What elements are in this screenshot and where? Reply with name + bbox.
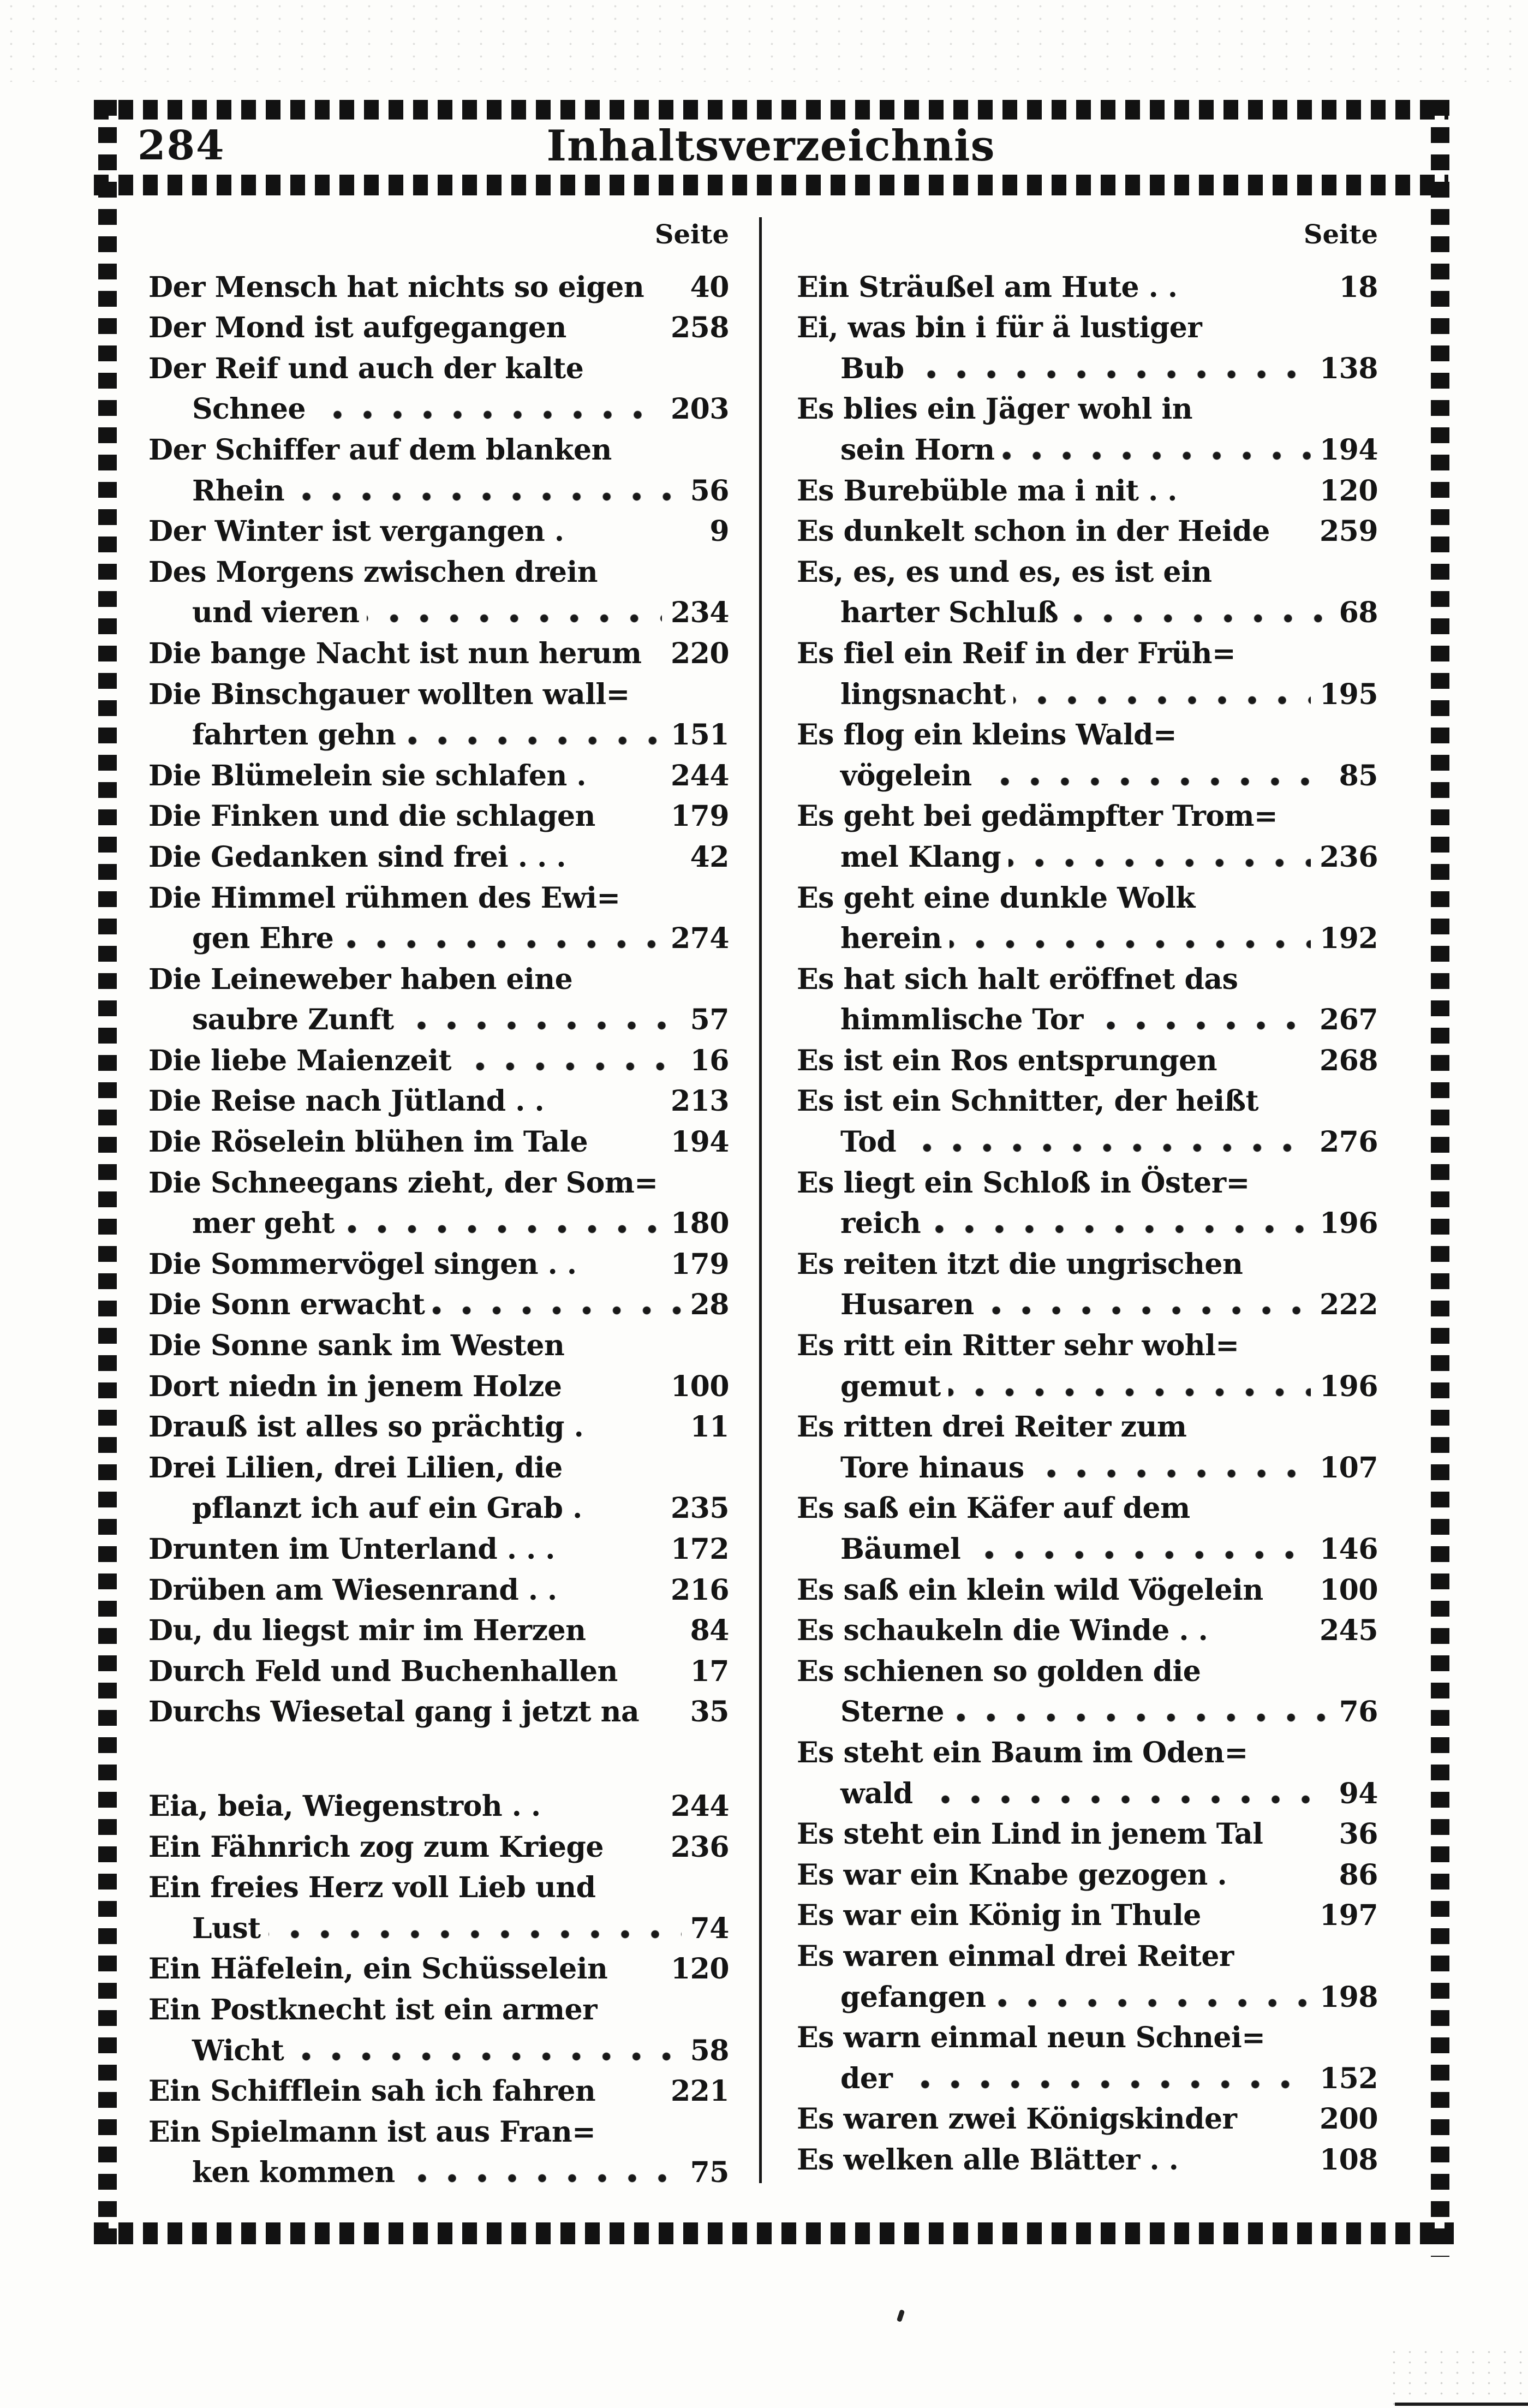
toc-entry-title: Du, du liegst mir im Herzen: [148, 1614, 586, 1648]
toc-entry-title: Drei Lilien, drei Lilien, die: [148, 1451, 563, 1485]
toc-entry-page: 120: [1319, 474, 1378, 508]
toc-row: [797, 874, 1378, 915]
dot-leader: [342, 1223, 662, 1236]
toc-row: [797, 1403, 1378, 1444]
toc-entry-title: Es warn einmal neun Schnei=: [797, 2021, 1266, 2055]
toc-row: [148, 1525, 729, 1566]
toc-row: [797, 548, 1378, 589]
toc-entry-title: Es reiten itzt die ungrischen: [797, 1247, 1243, 1281]
scan-noise-top: [0, 0, 1528, 82]
dot-leader: [402, 1019, 682, 1032]
toc-row: [148, 1036, 729, 1077]
toc-entry-page: 236: [670, 1830, 729, 1864]
toc-row: [797, 1200, 1378, 1241]
toc-entry-page: 100: [1319, 1573, 1378, 1607]
toc-row: [797, 711, 1378, 752]
toc-entry-title: Schnee: [192, 392, 306, 426]
toc-row: [148, 833, 729, 874]
toc-entry-title: Der Reif und auch der kalte: [148, 351, 584, 385]
toc-row: [797, 426, 1378, 467]
toc-row: [797, 629, 1378, 670]
dot-leader: [313, 408, 662, 421]
toc-entry-page: 138: [1319, 351, 1378, 385]
toc-row: [148, 426, 729, 467]
toc-entry-page: 234: [670, 596, 729, 630]
dot-leader: [950, 938, 1311, 951]
toc-entry-title: Es saß ein klein wild Vögelein: [797, 1573, 1263, 1607]
dot-leader: [952, 1711, 1330, 1724]
toc-entry-page: 17: [690, 1654, 729, 1688]
toc-entry-page: 152: [1319, 2061, 1378, 2095]
toc-entry-page: 151: [670, 718, 729, 752]
border-right-dashed: [1431, 100, 1449, 2257]
toc-entry-title: Es steht ein Lind in jenem Tal: [797, 1817, 1263, 1851]
toc-row: [797, 1321, 1378, 1362]
toc-row: [148, 996, 729, 1037]
toc-entry-page: 216: [670, 1573, 729, 1607]
toc-row: [797, 1485, 1378, 1525]
column-header-seite-right: Seite: [1303, 219, 1378, 250]
toc-row: [148, 1281, 729, 1322]
toc-entry-title: Es ist ein Ros entsprungen: [797, 1044, 1217, 1077]
toc-row: [797, 1647, 1378, 1688]
dot-leader: [968, 1548, 1311, 1561]
toc-row: [797, 263, 1378, 304]
toc-entry-title: lingsnacht: [840, 677, 1006, 711]
toc-row: [797, 1728, 1378, 1769]
toc-entry-title: Ein freies Herz voll Lieb und: [148, 1871, 596, 1905]
toc-entry-page: 146: [1319, 1533, 1378, 1566]
dot-leader: [291, 2050, 681, 2063]
toc-entry-title: saubre Zunft: [192, 1003, 394, 1037]
toc-row: [148, 874, 729, 915]
border-under-header-dashed: [94, 175, 1448, 195]
toc-entry-title: Der Schiffer auf dem blanken: [148, 433, 612, 467]
toc-entry-page: 18: [1339, 270, 1378, 304]
toc-entry-page: 244: [670, 1789, 729, 1823]
toc-entry-title: und vieren: [192, 596, 360, 630]
scan-noise-bottom-right: [1386, 2347, 1528, 2408]
toc-row: [797, 955, 1378, 996]
toc-entry-title: Es ritt ein Ritter sehr wohl=: [797, 1329, 1239, 1363]
toc-entry-title: Es steht ein Baum im Oden=: [797, 1736, 1248, 1769]
toc-entry-title: Es schienen so golden die: [797, 1654, 1201, 1688]
toc-entry-title: gefangen: [840, 1980, 986, 2014]
toc-row: [797, 1240, 1378, 1281]
toc-row: [797, 508, 1378, 549]
toc-entry-title: Die Leineweber haben eine: [148, 962, 573, 996]
toc-row: [797, 2095, 1378, 2136]
toc-entry-page: 58: [690, 2034, 729, 2067]
toc-entry-page: 194: [670, 1125, 729, 1159]
toc-entry-title: Lust: [192, 1911, 261, 1945]
toc-row: [148, 263, 729, 304]
toc-entry-page: 236: [1319, 840, 1378, 874]
toc-row: [148, 344, 729, 385]
toc-entry-title: Es waren zwei Königskinder: [797, 2102, 1237, 2136]
dot-leader: [403, 2172, 682, 2185]
toc-entry-page: 200: [1319, 2102, 1378, 2136]
toc-entry-title: Wicht: [192, 2034, 284, 2067]
toc-entry-title: Es war ein Knabe gezogen .: [797, 1858, 1227, 1892]
toc-entry-title: Es saß ein Käfer auf dem: [797, 1492, 1190, 1525]
toc-entry-page: 259: [1319, 515, 1378, 549]
toc-entry-page: 213: [670, 1084, 729, 1118]
toc-entry-page: 179: [670, 800, 729, 833]
toc-row: [148, 467, 729, 508]
toc-row: [148, 508, 729, 549]
toc-row: [797, 2014, 1378, 2055]
toc-row: [148, 385, 729, 426]
toc-row: [797, 1118, 1378, 1159]
toc-entry-title: Tore hinaus: [840, 1451, 1024, 1485]
toc-entry-page: 258: [670, 311, 729, 345]
toc-row: [148, 629, 729, 670]
border-left-dashed: [98, 100, 117, 2246]
toc-entry-page: 107: [1319, 1451, 1378, 1485]
toc-row: [148, 1647, 729, 1688]
dot-leader: [367, 612, 662, 625]
toc-entry-page: 192: [1319, 922, 1378, 956]
dot-leader: [1013, 694, 1311, 707]
toc-row: [148, 589, 729, 630]
toc-row: [797, 1688, 1378, 1729]
toc-entry-page: 100: [670, 1369, 729, 1403]
toc-entry-title: Ein Spielmann ist aus Fran=: [148, 2115, 596, 2149]
dot-leader: [268, 1928, 682, 1941]
toc-entry-title: Des Morgens zwischen drein: [148, 555, 598, 589]
toc-entry-title: Ein Schifflein sah ich fahren: [148, 2075, 596, 2108]
toc-entry-page: 86: [1339, 1858, 1378, 1892]
scan-artifact-line: [1395, 2403, 1528, 2406]
toc-row: [148, 548, 729, 589]
toc-row: [148, 1864, 729, 1905]
toc-entry-title: Es geht bei gedämpfter Trom=: [797, 800, 1278, 833]
toc-row: [148, 1904, 729, 1945]
toc-row: [148, 1403, 729, 1444]
toc-row: [797, 996, 1378, 1037]
toc-row: [148, 1607, 729, 1648]
toc-entry-page: 9: [709, 515, 729, 549]
toc-entry-page: 120: [670, 1952, 729, 1986]
dot-leader: [921, 1793, 1330, 1806]
toc-row: [148, 304, 729, 345]
toc-entry-title: Tod: [840, 1125, 897, 1159]
dot-leader: [459, 1060, 682, 1073]
toc-row: [797, 792, 1378, 833]
toc-entry-title: Es blies ein Jäger wohl in: [797, 392, 1193, 426]
toc-entry-title: sein Horn: [840, 433, 995, 467]
toc-entry-page: 197: [1319, 1899, 1378, 1933]
toc-entry-title: Es fiel ein Reif in der Früh=: [797, 636, 1236, 670]
toc-entry-title: Drüben am Wiesenrand . .: [148, 1573, 557, 1607]
toc-entry-title: Die Gedanken sind frei . . .: [148, 840, 566, 874]
toc-row: [797, 1525, 1378, 1566]
toc-entry-page: 57: [690, 1003, 729, 1037]
dot-leader: [948, 1386, 1311, 1399]
toc-row: [148, 1362, 729, 1403]
toc-row: [148, 915, 729, 956]
toc-row: [148, 711, 729, 752]
toc-entry-title: Die Reise nach Jütland . .: [148, 1084, 545, 1118]
toc-entry-page: 179: [670, 1247, 729, 1281]
toc-row: [797, 1281, 1378, 1322]
toc-row: [797, 467, 1378, 508]
toc-entry-page: 28: [690, 1288, 729, 1322]
toc-entry-title: Es, es, es und es, es ist ein: [797, 555, 1212, 589]
toc-row: [148, 1566, 729, 1607]
toc-row: [797, 1159, 1378, 1200]
toc-row: [797, 589, 1378, 630]
toc-entry-title: Die liebe Maienzeit: [148, 1044, 451, 1077]
toc-entry-title: Der Winter ist vergangen .: [148, 515, 564, 549]
toc-entry-title: Die Sonn erwacht: [148, 1288, 425, 1322]
toc-entry-page: 84: [690, 1614, 729, 1648]
toc-entry-page: 196: [1319, 1369, 1378, 1403]
page-title: Inhaltsverzeichnis: [546, 121, 995, 171]
toc-row: [797, 1769, 1378, 1810]
toc-row: [797, 1036, 1378, 1077]
toc-entry-title: Husaren: [840, 1288, 974, 1322]
toc-entry-title: Die Schneegans zieht, der Som=: [148, 1166, 658, 1200]
toc-entry-title: Es hat sich halt eröffnet das: [797, 962, 1238, 996]
toc-entry-title: Die Sommervögel singen . .: [148, 1247, 577, 1281]
toc-entry-title: Eia, beia, Wiegenstroh . .: [148, 1789, 541, 1823]
border-top-dashed: [94, 100, 1448, 120]
toc-entry-page: 268: [1319, 1044, 1378, 1077]
toc-row: [148, 1159, 729, 1200]
toc-row: [148, 1782, 729, 1823]
toc-entry-page: 196: [1319, 1207, 1378, 1241]
toc-entry-title: Sterne: [840, 1695, 944, 1729]
toc-row: [797, 1973, 1378, 2014]
toc-row: [797, 1444, 1378, 1485]
toc-row: [148, 955, 729, 996]
toc-entry-title: Die Röselein blühen im Tale: [148, 1125, 588, 1159]
dot-leader: [912, 368, 1311, 381]
toc-row: [148, 2026, 729, 2067]
toc-entry-title: fahrten gehn: [192, 718, 396, 752]
dot-leader: [341, 938, 662, 951]
toc-row: [148, 752, 729, 792]
toc-entry-page: 267: [1319, 1003, 1378, 1037]
border-bottom-dashed: [94, 2222, 1454, 2244]
toc-row: [148, 1321, 729, 1362]
toc-row: [797, 915, 1378, 956]
dot-leader: [904, 1141, 1311, 1154]
toc-entry-title: Es flog ein kleins Wald=: [797, 718, 1177, 752]
toc-entry-title: Die Sonne sank im Westen: [148, 1329, 565, 1363]
toc-entry-page: 276: [1319, 1125, 1378, 1159]
toc-entry-title: Bäumel: [840, 1533, 961, 1566]
toc-row: [797, 1810, 1378, 1851]
toc-entry-page: 94: [1339, 1777, 1378, 1810]
toc-entry-title: Rhein: [192, 474, 285, 508]
toc-entry-title: Die Binschgauer wollten wall=: [148, 677, 630, 711]
toc-entry-page: 203: [670, 392, 729, 426]
toc-entry-page: 180: [670, 1207, 729, 1241]
toc-entry-title: Es waren einmal drei Reiter: [797, 1939, 1234, 1973]
toc-entry-page: 195: [1319, 677, 1378, 711]
toc-row: [148, 1200, 729, 1241]
toc-row: [797, 385, 1378, 426]
toc-row: [797, 1077, 1378, 1118]
toc-entry-title: Es war ein König in Thule: [797, 1899, 1201, 1933]
toc-entry-page: 68: [1339, 596, 1378, 630]
dot-leader: [292, 490, 681, 503]
toc-entry-page: 244: [670, 759, 729, 792]
toc-row: [797, 1362, 1378, 1403]
toc-entry-title: harter Schluß: [840, 596, 1059, 630]
toc-entry-page: 85: [1339, 759, 1378, 792]
toc-row: [797, 304, 1378, 345]
toc-entry-title: pflanzt ich auf ein Grab .: [192, 1492, 582, 1525]
toc-entry-page: 235: [670, 1492, 729, 1525]
dot-leader: [1066, 612, 1330, 625]
toc-entry-page: 40: [690, 270, 729, 304]
toc-entry-title: Es schaukeln die Winde . .: [797, 1614, 1208, 1648]
toc-row: [148, 1945, 729, 1986]
dot-leader: [432, 1304, 681, 1317]
toc-row: [148, 1688, 729, 1729]
toc-row: [148, 1986, 729, 2026]
toc-column-left: [148, 263, 729, 2189]
toc-entry-title: der: [840, 2061, 893, 2095]
toc-entry-title: Der Mensch hat nichts so eigen: [148, 270, 644, 304]
toc-row: [148, 1485, 729, 1525]
toc-row: [148, 1077, 729, 1118]
toc-row: [797, 1851, 1378, 1892]
toc-entry-page: 35: [690, 1695, 729, 1729]
dot-leader: [1002, 449, 1311, 462]
toc-entry-title: Dort niedn in jenem Holze: [148, 1369, 562, 1403]
dot-leader: [928, 1223, 1311, 1236]
toc-entry-title: vögelein: [840, 759, 972, 792]
toc-row: [148, 1444, 729, 1485]
toc-entry-title: ken kommen: [192, 2156, 395, 2190]
dot-leader: [1091, 1019, 1311, 1032]
toc-entry-title: Drauß ist alles so prächtig .: [148, 1410, 584, 1444]
page-number: 284: [138, 122, 225, 169]
toc-entry-title: Ein Häfelein, ein Schüsselein: [148, 1952, 608, 1986]
toc-entry-page: 42: [690, 840, 729, 874]
toc-row: [148, 670, 729, 711]
toc-entry-title: Ei, was bin i für ä lustiger: [797, 311, 1202, 345]
toc-entry-title: himmlische Tor: [840, 1003, 1083, 1037]
dot-leader: [1008, 856, 1311, 869]
toc-entry-title: Durchs Wiesetal gang i jetzt na: [148, 1695, 640, 1729]
dot-leader: [980, 775, 1330, 788]
toc-entry-page: 194: [1319, 433, 1378, 467]
dot-leader: [403, 734, 662, 747]
dot-leader: [1032, 1467, 1311, 1480]
toc-entry-title: Ein Sträußel am Hute . .: [797, 270, 1178, 304]
toc-entry-page: 36: [1339, 1817, 1378, 1851]
section-gap: [148, 1728, 729, 1782]
dot-leader: [900, 2078, 1311, 2091]
toc-row: [148, 2108, 729, 2149]
toc-entry-page: 74: [690, 1911, 729, 1945]
toc-row: [148, 2149, 729, 2190]
toc-entry-page: 245: [1319, 1614, 1378, 1648]
toc-column-right: [797, 263, 1378, 2177]
toc-entry-title: wald: [840, 1777, 913, 1810]
toc-entry-title: Die bange Nacht ist nun herum: [148, 636, 642, 670]
toc-entry-title: Bub: [840, 351, 904, 385]
toc-entry-page: 11: [690, 1410, 729, 1444]
toc-entry-page: 172: [670, 1533, 729, 1566]
toc-entry-title: Ein Fähnrich zog zum Kriege: [148, 1830, 604, 1864]
toc-entry-title: Der Mond ist aufgegangen: [148, 311, 566, 345]
toc-entry-title: Es Burebüble ma i nit . .: [797, 474, 1177, 508]
toc-row: [148, 1823, 729, 1864]
toc-row: [797, 1607, 1378, 1648]
toc-row: [797, 670, 1378, 711]
toc-entry-page: 75: [690, 2156, 729, 2190]
toc-row: [148, 1240, 729, 1281]
toc-entry-page: 198: [1319, 1980, 1378, 2014]
scan-artifact-mark: [897, 2309, 905, 2322]
toc-entry-title: Die Blümelein sie schlafen .: [148, 759, 587, 792]
toc-row: [797, 833, 1378, 874]
toc-entry-title: mel Klang: [840, 840, 1001, 874]
toc-row: [148, 2067, 729, 2108]
toc-entry-page: 274: [670, 922, 729, 956]
toc-row: [797, 752, 1378, 792]
toc-entry-title: herein: [840, 922, 942, 956]
dot-leader: [994, 1996, 1311, 2010]
column-divider-rule: [759, 217, 762, 2183]
toc-entry-page: 220: [670, 636, 729, 670]
toc-row: [148, 792, 729, 833]
toc-row: [797, 1892, 1378, 1933]
toc-entry-title: gen Ehre: [192, 922, 334, 956]
toc-entry-page: 16: [690, 1044, 729, 1077]
toc-row: [797, 344, 1378, 385]
toc-row: [797, 1932, 1378, 1973]
toc-entry-title: Drunten im Unterland . . .: [148, 1533, 555, 1566]
toc-entry-title: Es welken alle Blätter . .: [797, 2143, 1179, 2177]
dot-leader: [982, 1304, 1311, 1317]
toc-row: [797, 2054, 1378, 2095]
toc-row: [797, 2136, 1378, 2177]
toc-entry-title: mer geht: [192, 1207, 335, 1241]
toc-entry-title: Ein Postknecht ist ein armer: [148, 1993, 597, 2026]
toc-row: [797, 1566, 1378, 1607]
toc-entry-page: 56: [690, 474, 729, 508]
toc-entry-page: 221: [670, 2075, 729, 2108]
toc-entry-page: 108: [1319, 2143, 1378, 2177]
toc-entry-title: Es liegt ein Schloß in Öster=: [797, 1166, 1250, 1200]
toc-row: [148, 1118, 729, 1159]
toc-entry-title: gemut: [840, 1369, 941, 1403]
toc-entry-title: Es geht eine dunkle Wolk: [797, 881, 1195, 915]
toc-entry-title: Es ritten drei Reiter zum: [797, 1410, 1187, 1444]
toc-entry-title: Die Finken und die schlagen: [148, 800, 595, 833]
toc-entry-title: Es dunkelt schon in der Heide: [797, 515, 1270, 549]
toc-entry-page: 222: [1319, 1288, 1378, 1322]
toc-entry-title: Es ist ein Schnitter, der heißt: [797, 1084, 1259, 1118]
toc-entry-title: Die Himmel rühmen des Ewi=: [148, 881, 620, 915]
toc-entry-page: 76: [1339, 1695, 1378, 1729]
toc-entry-title: reich: [840, 1207, 921, 1241]
column-header-seite-left: Seite: [654, 219, 729, 250]
toc-entry-title: Durch Feld und Buchenhallen: [148, 1654, 618, 1688]
